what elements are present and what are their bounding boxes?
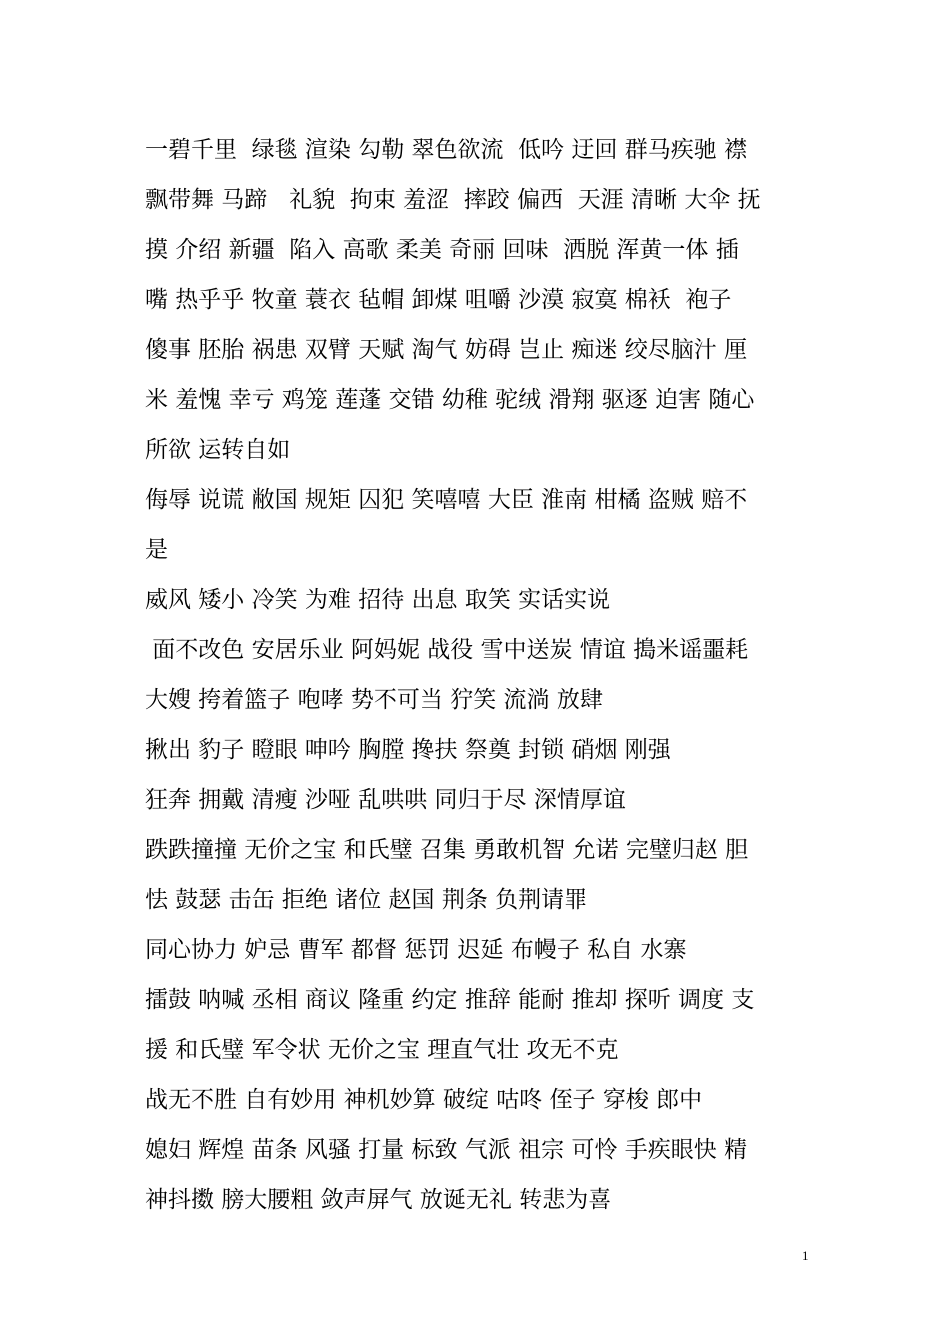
text-line: 米 羞愧 幸亏 鸡笼 莲蓬 交错 幼稚 驼绒 滑翔 驱逐 迫害 随心	[145, 387, 755, 413]
text-line: 面不改色 安居乐业 阿妈妮 战役 雪中送炭 情谊 搗米谣噩耗	[145, 637, 749, 663]
text-line: 同心协力 妒忌 曹军 都督 惩罚 迟延 布幔子 私自 水寨	[145, 937, 687, 963]
text-line: 擂鼓 呐喊 丞相 商议 隆重 约定 推辞 能耐 推却 探听 调度 支	[145, 987, 755, 1013]
text-line: 摸 介绍 新疆 陷入 高歌 柔美 奇丽 回味 洒脱 浑黄一体 插	[145, 237, 739, 263]
text-line: 援 和氏璧 军令状 无价之宝 理直气壮 攻无不克	[145, 1037, 619, 1063]
text-line: 傻事 胚胎 祸患 双臂 天赋 淘气 妨碍 岂止 痴迷 绞尽脑汁 厘	[145, 337, 748, 363]
text-line: 是	[145, 537, 168, 563]
text-line: 嘴 热乎乎 牧童 蓑衣 毡帽 卸煤 咀嚼 沙漠 寂寞 棉袄 袍子	[145, 287, 732, 313]
text-line: 狂奔 拥戴 清瘦 沙哑 乱哄哄 同归于尽 深情厚谊	[145, 787, 626, 813]
text-line: 媳妇 辉煌 苗条 风骚 打量 标致 气派 祖宗 可怜 手疾眼快 精	[145, 1137, 748, 1163]
text-line: 怯 鼓瑟 击缶 拒绝 诸位 赵国 荆条 负荆请罪	[145, 887, 588, 913]
text-line: 大嫂 挎着篮子 咆哮 势不可当 狞笑 流淌 放肆	[145, 687, 603, 713]
text-line: 战无不胜 自有妙用 神机妙算 破绽 咕咚 侄子 穿梭 郎中	[145, 1087, 703, 1113]
text-line: 神抖擞 膀大腰粗 敛声屏气 放诞无礼 转悲为喜	[145, 1187, 612, 1213]
text-line: 飘带舞 马蹄 礼貌 拘束 羞涩 摔跤 偏西 天涯 清晰 大伞 抚	[145, 187, 761, 213]
text-line: 一碧千里 绿毯 渲染 勾勒 翠色欲流 低吟 迂回 群马疾驰 襟	[145, 137, 748, 163]
page-number: 1	[802, 1248, 809, 1263]
text-line: 侮辱 说谎 敝国 规矩 囚犯 笑嘻嘻 大臣 淮南 柑橘 盗贼 赔不	[145, 487, 748, 513]
text-line: 所欲 运转自如	[145, 437, 291, 463]
vocabulary-text-block	[145, 125, 815, 1225]
text-line: 跌跌撞撞 无价之宝 和氏璧 召集 勇敢机智 允诺 完璧归赵 胆	[145, 837, 749, 863]
text-line: 揪出 豹子 瞪眼 呻吟 胸膛 搀扶 祭奠 封锁 硝烟 刚强	[145, 737, 671, 763]
text-line: 威风 矮小 冷笑 为难 招待 出息 取笑 实话实说	[145, 587, 611, 613]
